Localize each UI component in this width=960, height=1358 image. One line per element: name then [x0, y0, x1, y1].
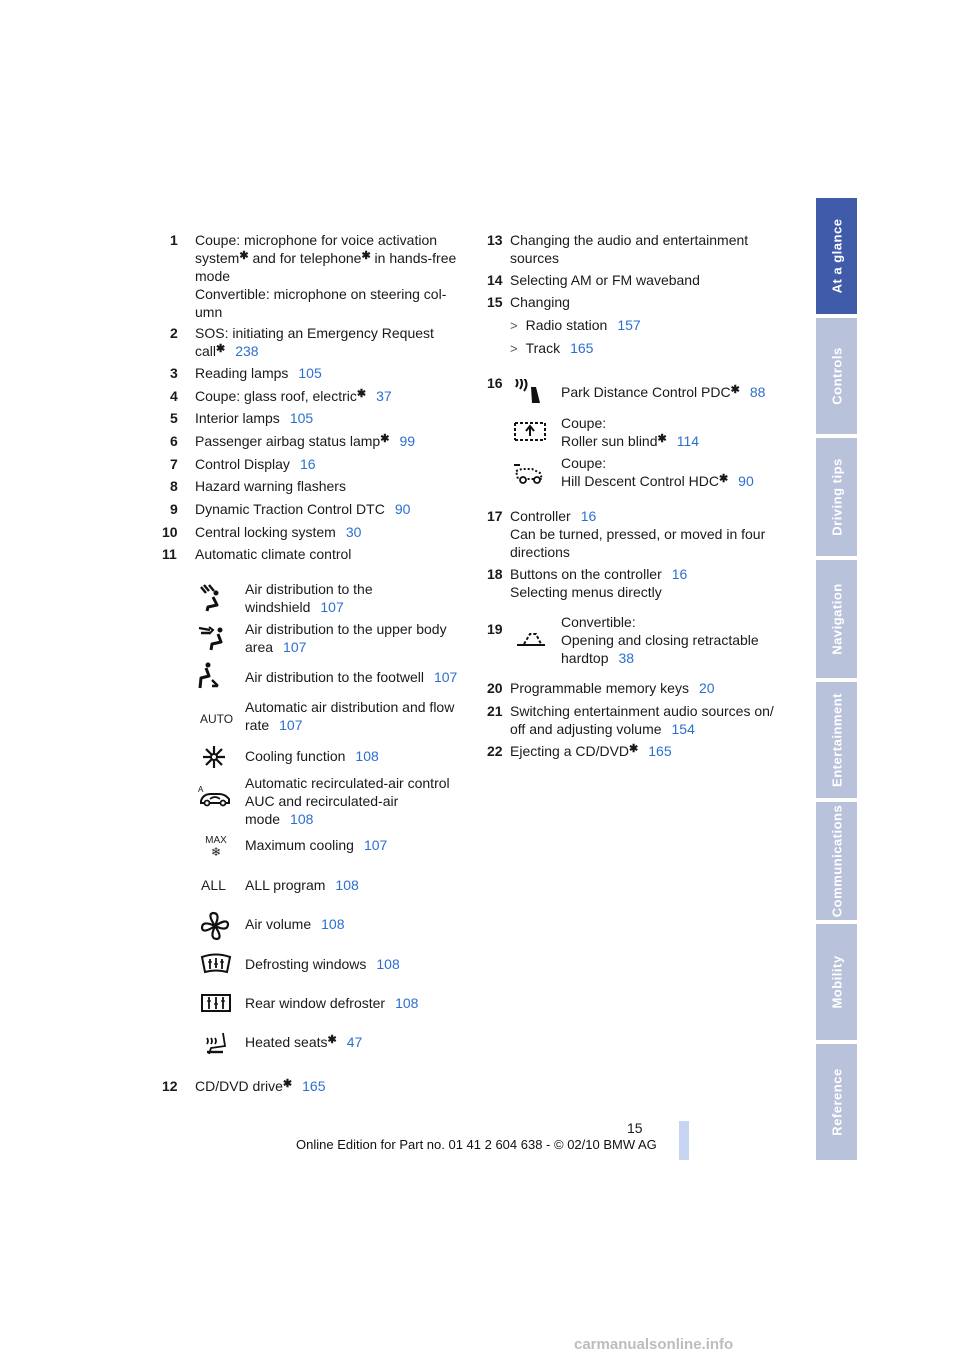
- item-text: Selecting menus directly: [510, 584, 662, 600]
- item-text: Convertible:: [561, 614, 636, 630]
- roller-blind-icon: [513, 420, 547, 444]
- item-number: 11: [162, 546, 177, 562]
- item-text: Roller sun blind: [561, 433, 658, 449]
- option-row: [561, 383, 765, 401]
- tab-mobility[interactable]: [816, 924, 857, 1040]
- item-text: mode: [245, 811, 281, 827]
- item-text: off and adjusting volume: [510, 721, 662, 737]
- page-ref-link[interactable]: 30: [345, 524, 362, 540]
- item-text: Selecting AM or FM waveband: [510, 272, 700, 288]
- all-program-icon: ALL: [201, 877, 226, 893]
- auto-icon: AUTO: [200, 712, 234, 726]
- heated-seat-icon: [203, 1030, 231, 1058]
- item-text: sources: [510, 250, 560, 266]
- item-number: 8: [170, 478, 178, 494]
- page-ref-link[interactable]: 154: [671, 721, 695, 737]
- item-number: 12: [162, 1078, 178, 1094]
- item-text: mode: [195, 268, 231, 284]
- item-number: 19: [487, 621, 503, 637]
- item-text: Reading lamps: [195, 365, 289, 381]
- upper-body-air-icon: [198, 622, 232, 652]
- item-text: directions: [510, 544, 570, 560]
- climate-row: [245, 836, 387, 854]
- item-text: rate: [245, 717, 270, 733]
- item-text: Hill Descent Control HDC: [561, 473, 719, 489]
- item-text: Hazard warning flashers: [195, 478, 346, 494]
- item-number: 20: [487, 680, 503, 696]
- item-text: umn: [195, 304, 223, 320]
- tab-label: At a glance: [829, 218, 844, 294]
- item-number: 4: [170, 388, 178, 404]
- page-ref-link[interactable]: 108: [321, 916, 345, 932]
- item-text: Changing the audio and entertainment: [510, 232, 749, 248]
- site-watermark: carmanualsonline.info: [574, 1336, 734, 1353]
- page-ref-link[interactable]: 107: [320, 599, 344, 615]
- svg-text:A: A: [198, 785, 204, 794]
- optional-star-icon: ✱: [327, 1034, 337, 1046]
- page-ref-link[interactable]: 37: [376, 388, 392, 404]
- item-number: 9: [170, 501, 178, 517]
- rear-defrost-icon: [199, 991, 233, 1017]
- page-ref-link[interactable]: 108: [355, 748, 379, 764]
- climate-row: [245, 698, 454, 734]
- item-text: Switching entertainment audio sources on/: [510, 703, 774, 719]
- item-number: 15: [487, 294, 503, 310]
- item-text: area: [245, 639, 274, 655]
- item-number: 3: [170, 365, 178, 381]
- bullet-arrow-icon: >: [510, 341, 518, 356]
- item-number: 14: [487, 272, 503, 288]
- tab-controls[interactable]: [816, 318, 857, 434]
- page-number: 15: [627, 1120, 643, 1136]
- optional-star-icon: ✱: [216, 343, 226, 355]
- tab-reference[interactable]: [816, 1044, 857, 1160]
- climate-row: [245, 994, 418, 1012]
- page-ref-link[interactable]: 107: [433, 669, 458, 685]
- hdc-icon: [512, 461, 548, 487]
- tab-at-a-glance[interactable]: [816, 198, 857, 314]
- tab-label: Reference: [829, 1068, 844, 1136]
- small-snowflake-icon: ❄: [210, 845, 222, 859]
- item-number: 16: [487, 375, 503, 391]
- pdc-icon: [514, 379, 546, 407]
- item-text: windshield: [245, 599, 311, 615]
- page-ref-link[interactable]: 107: [279, 717, 303, 733]
- item-text: Cooling function: [245, 748, 346, 764]
- item-text: Interior lamps: [195, 410, 280, 426]
- sub-item: [510, 316, 641, 335]
- item-text: CD/DVD drive: [195, 1078, 283, 1094]
- item-text: Air distribution to the: [245, 581, 373, 597]
- item-text: Maximum cooling: [245, 837, 354, 853]
- recirculation-car-icon: [197, 783, 233, 809]
- climate-row: [245, 876, 359, 894]
- page-ref-link[interactable]: 165: [570, 340, 594, 356]
- tab-label: Driving tips: [829, 458, 844, 536]
- page-ref-link[interactable]: 16: [299, 456, 316, 472]
- item-number: 22: [487, 743, 503, 759]
- sub-item: [510, 339, 593, 358]
- item-text: ALL program: [245, 877, 326, 893]
- optional-star-icon: ✱: [239, 250, 249, 262]
- tab-label: Entertainment: [829, 693, 844, 787]
- optional-star-icon: ✱: [282, 1078, 293, 1090]
- item-text: Controller: [510, 508, 571, 524]
- tab-communications[interactable]: [816, 802, 857, 920]
- tab-entertainment[interactable]: [816, 682, 857, 798]
- item-text: Coupe: glass roof, electric: [195, 388, 357, 404]
- optional-star-icon: ✱: [730, 384, 740, 396]
- item-text: Can be turned, pressed, or moved in four: [510, 526, 766, 542]
- snowflake-icon: [200, 743, 228, 771]
- page-ref-link[interactable]: 90: [738, 473, 754, 489]
- item-number: 10: [162, 524, 178, 540]
- climate-row: [245, 580, 373, 616]
- optional-star-icon: ✱: [380, 433, 390, 445]
- climate-row: [245, 915, 345, 933]
- item-number: 7: [170, 456, 178, 472]
- climate-row: [245, 620, 447, 656]
- item-text: Opening and closing retractable: [561, 632, 759, 648]
- climate-row: [245, 1033, 362, 1051]
- page-marker-bar: [679, 1121, 689, 1160]
- item-text: Passenger airbag status lamp: [195, 433, 381, 449]
- item-text: Convertible: microphone on steering col-: [195, 286, 447, 302]
- page-ref-link[interactable]: 16: [580, 508, 597, 524]
- page-ref-link[interactable]: 88: [749, 384, 766, 400]
- item-number: 2: [170, 325, 178, 341]
- tab-driving-tips[interactable]: [816, 438, 857, 556]
- item-text: Programmable memory keys: [510, 680, 689, 696]
- tab-label: Mobility: [829, 955, 844, 1009]
- edition-footer: Online Edition for Part no. 01 41 2 604 638 - © 02/10 BMW AG: [296, 1137, 657, 1152]
- option-row: [561, 414, 699, 450]
- tab-label: Navigation: [829, 583, 844, 655]
- item-number: 13: [487, 232, 503, 248]
- page-ref-link[interactable]: 114: [676, 433, 700, 449]
- item-text: Coupe:: [561, 455, 607, 471]
- page-ref-link[interactable]: 105: [289, 410, 314, 426]
- item-text: Control Display: [195, 456, 290, 472]
- item-text: Defrosting windows: [245, 956, 367, 972]
- option-row: [561, 454, 754, 490]
- optional-star-icon: ✱: [718, 473, 729, 485]
- item-text: Track: [525, 340, 561, 356]
- page-ref-link[interactable]: 105: [298, 365, 322, 381]
- item-number: 1: [170, 232, 178, 248]
- max-cooling-icon: [202, 835, 230, 858]
- page-ref-link[interactable]: 165: [302, 1078, 326, 1094]
- item-text: call: [195, 343, 217, 359]
- tab-label: Controls: [829, 347, 844, 405]
- page-ref-link[interactable]: 157: [617, 317, 641, 333]
- climate-row: [245, 774, 450, 828]
- item-text: hardtop: [561, 650, 609, 666]
- item-text: Air volume: [245, 916, 312, 932]
- item-text: Central locking system: [195, 524, 336, 540]
- page-ref-link[interactable]: 108: [335, 877, 359, 893]
- item-text: Automatic recirculated-air control: [245, 775, 450, 791]
- climate-row: [245, 747, 379, 765]
- windshield-air-icon: [198, 583, 232, 613]
- item-text: AUC and recirculated-air: [245, 793, 399, 809]
- optional-star-icon: ✱: [356, 388, 367, 400]
- optional-star-icon: ✱: [361, 250, 371, 262]
- tab-navigation[interactable]: [816, 560, 857, 678]
- item-text: Park Distance Control PDC: [561, 384, 731, 400]
- page-ref-link[interactable]: 99: [399, 433, 416, 449]
- item-text: Automatic air distribution and flow: [245, 699, 455, 715]
- item-text: Automatic climate control: [195, 546, 352, 562]
- item-text: Ejecting a CD/DVD: [510, 743, 630, 759]
- page-ref-link[interactable]: 238: [235, 343, 259, 359]
- item-text: Rear window defroster: [245, 995, 386, 1011]
- item-number: 18: [487, 566, 503, 582]
- page-ref-link[interactable]: 107: [283, 639, 307, 655]
- chapter-sidebar: [816, 198, 857, 1160]
- page-ref-link[interactable]: 16: [671, 566, 688, 582]
- page-ref-link[interactable]: 90: [394, 501, 411, 517]
- page-ref-link[interactable]: 107: [363, 837, 388, 853]
- item-text: Coupe:: [561, 415, 607, 431]
- climate-row: [245, 668, 457, 686]
- item-text: Coupe: microphone for voice activation: [195, 232, 438, 248]
- page-ref-link[interactable]: 20: [698, 680, 715, 696]
- tab-label: Communications: [829, 804, 844, 918]
- item-number: 6: [170, 433, 178, 449]
- item-text: Heated seats: [245, 1034, 328, 1050]
- item-text: Air distribution to the footwell: [245, 669, 424, 685]
- item-text: Air distribution to the upper body: [245, 621, 447, 637]
- page-ref-link[interactable]: 108: [395, 995, 419, 1011]
- hardtop-icon: [515, 627, 547, 649]
- page-ref-link[interactable]: 47: [346, 1034, 363, 1050]
- item-text: SOS: initiating an Emergency Request: [195, 325, 434, 341]
- windshield-defrost-icon: [199, 952, 233, 978]
- item-number: 17: [487, 508, 503, 524]
- item-text: system✱ and for telephone✱ in hands-free: [195, 250, 457, 266]
- item-text: Buttons on the controller: [510, 566, 662, 582]
- page-ref-link[interactable]: 108: [290, 811, 314, 827]
- bullet-arrow-icon: >: [510, 318, 518, 333]
- fan-icon: [199, 910, 231, 942]
- max-label: MAX: [205, 835, 227, 846]
- climate-row: [245, 955, 400, 973]
- page-ref-link[interactable]: 108: [376, 956, 400, 972]
- item-number: 5: [170, 410, 178, 426]
- option-row: [561, 613, 759, 667]
- item-text: Changing: [510, 294, 570, 310]
- optional-star-icon: ✱: [657, 433, 667, 445]
- item-text: Radio station: [525, 317, 608, 333]
- page-ref-link[interactable]: 165: [648, 743, 672, 759]
- page-ref-link[interactable]: 38: [618, 650, 635, 666]
- optional-star-icon: ✱: [629, 743, 639, 755]
- footwell-air-icon: [198, 662, 232, 692]
- item-text: Dynamic Traction Control DTC: [195, 501, 385, 517]
- item-number: 21: [487, 703, 503, 719]
